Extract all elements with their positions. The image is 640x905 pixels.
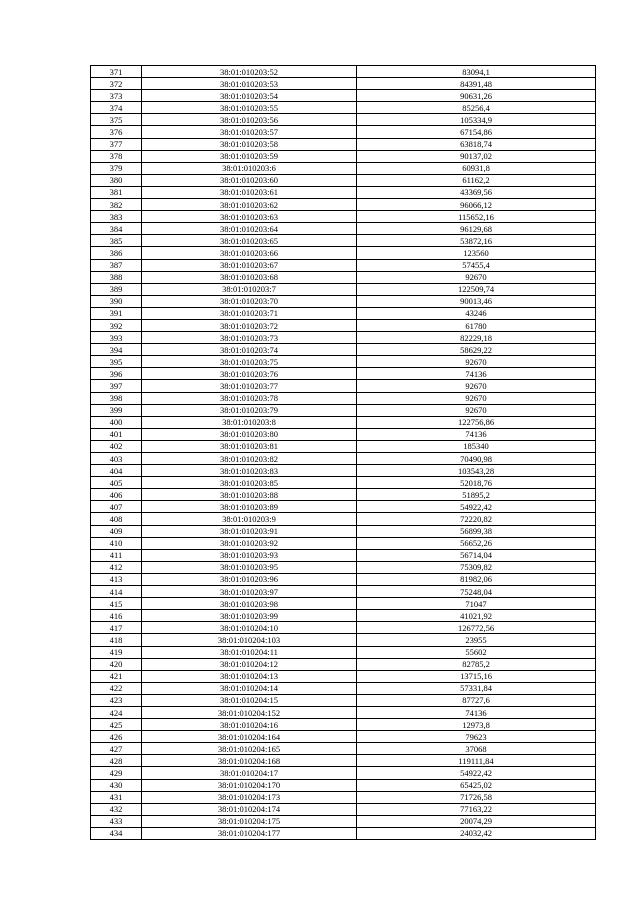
row-number-cell: 426 <box>91 731 142 743</box>
table-row <box>91 610 596 622</box>
value-cell: 90137,02 <box>357 150 596 162</box>
table-row <box>91 706 596 718</box>
value-cell: 87727,6 <box>357 694 596 706</box>
table-row <box>91 380 596 392</box>
cadastral-number-cell: 38:01:010203:67 <box>142 259 357 271</box>
cadastral-number-cell: 38:01:010203:77 <box>142 380 357 392</box>
cadastral-number-cell: 38:01:010204:14 <box>142 682 357 694</box>
table-row <box>91 247 596 259</box>
cadastral-number-cell: 38:01:010203:55 <box>142 102 357 114</box>
table-body <box>91 66 596 840</box>
value-cell: 92670 <box>357 271 596 283</box>
value-cell: 122509,74 <box>357 283 596 295</box>
row-number-cell: 424 <box>91 706 142 718</box>
row-number-cell: 383 <box>91 211 142 223</box>
table-row <box>91 223 596 235</box>
row-number-cell: 427 <box>91 743 142 755</box>
cadastral-number-cell: 38:01:010203:98 <box>142 598 357 610</box>
value-cell: 90013,46 <box>357 295 596 307</box>
value-cell: 52018,76 <box>357 477 596 489</box>
cadastral-number-cell: 38:01:010203:61 <box>142 186 357 198</box>
value-cell: 103543,28 <box>357 465 596 477</box>
row-number-cell: 372 <box>91 78 142 90</box>
row-number-cell: 412 <box>91 561 142 573</box>
value-cell: 67154,86 <box>357 126 596 138</box>
value-cell: 123560 <box>357 247 596 259</box>
cadastral-number-cell: 38:01:010203:88 <box>142 489 357 501</box>
table-row <box>91 126 596 138</box>
value-cell: 75248,04 <box>357 586 596 598</box>
cadastral-number-cell: 38:01:010204:174 <box>142 803 357 815</box>
cadastral-number-cell: 38:01:010203:56 <box>142 114 357 126</box>
value-cell: 74136 <box>357 706 596 718</box>
cadastral-number-cell: 38:01:010204:16 <box>142 719 357 731</box>
row-number-cell: 379 <box>91 162 142 174</box>
value-cell: 79623 <box>357 731 596 743</box>
cadastral-number-cell: 38:01:010204:168 <box>142 755 357 767</box>
table-row <box>91 622 596 634</box>
row-number-cell: 402 <box>91 440 142 452</box>
table-row <box>91 283 596 295</box>
value-cell: 84391,48 <box>357 78 596 90</box>
row-number-cell: 414 <box>91 586 142 598</box>
row-number-cell: 373 <box>91 90 142 102</box>
table-row <box>91 815 596 827</box>
table-row <box>91 489 596 501</box>
value-cell: 37068 <box>357 743 596 755</box>
table-row <box>91 295 596 307</box>
table-row <box>91 162 596 174</box>
cadastral-number-cell: 38:01:010203:66 <box>142 247 357 259</box>
row-number-cell: 409 <box>91 525 142 537</box>
value-cell: 105334,9 <box>357 114 596 126</box>
cadastral-number-cell: 38:01:010203:57 <box>142 126 357 138</box>
cadastral-number-cell: 38:01:010203:71 <box>142 307 357 319</box>
row-number-cell: 406 <box>91 489 142 501</box>
table-row <box>91 344 596 356</box>
value-cell: 61162,2 <box>357 174 596 186</box>
table-row <box>91 440 596 452</box>
row-number-cell: 415 <box>91 598 142 610</box>
table-row <box>91 416 596 428</box>
cadastral-number-cell: 38:01:010203:74 <box>142 344 357 356</box>
value-cell: 23955 <box>357 634 596 646</box>
value-cell: 119111,84 <box>357 755 596 767</box>
row-number-cell: 411 <box>91 549 142 561</box>
cadastral-number-cell: 38:01:010203:95 <box>142 561 357 573</box>
table-row <box>91 827 596 839</box>
row-number-cell: 419 <box>91 646 142 658</box>
row-number-cell: 375 <box>91 114 142 126</box>
row-number-cell: 380 <box>91 174 142 186</box>
cadastral-number-cell: 38:01:010203:52 <box>142 66 357 78</box>
table-row <box>91 694 596 706</box>
table-row <box>91 525 596 537</box>
value-cell: 82785,2 <box>357 658 596 670</box>
row-number-cell: 377 <box>91 138 142 150</box>
value-cell: 56652,26 <box>357 537 596 549</box>
value-cell: 185340 <box>357 440 596 452</box>
table-row <box>91 114 596 126</box>
table-row <box>91 573 596 585</box>
table-row <box>91 332 596 344</box>
row-number-cell: 382 <box>91 199 142 211</box>
row-number-cell: 389 <box>91 283 142 295</box>
value-cell: 61780 <box>357 319 596 331</box>
cadastral-number-cell: 38:01:010203:72 <box>142 319 357 331</box>
cadastral-number-cell: 38:01:010203:59 <box>142 150 357 162</box>
value-cell: 92670 <box>357 356 596 368</box>
value-cell: 75309,82 <box>357 561 596 573</box>
cadastral-number-cell: 38:01:010203:64 <box>142 223 357 235</box>
table-row <box>91 428 596 440</box>
table-row <box>91 186 596 198</box>
value-cell: 74136 <box>357 368 596 380</box>
value-cell: 54922,42 <box>357 501 596 513</box>
row-number-cell: 394 <box>91 344 142 356</box>
row-number-cell: 401 <box>91 428 142 440</box>
value-cell: 96129,68 <box>357 223 596 235</box>
row-number-cell: 403 <box>91 453 142 465</box>
cadastral-number-cell: 38:01:010203:85 <box>142 477 357 489</box>
cadastral-number-cell: 38:01:010204:10 <box>142 622 357 634</box>
cadastral-number-cell: 38:01:010204:152 <box>142 706 357 718</box>
value-cell: 57455,4 <box>357 259 596 271</box>
cadastral-number-cell: 38:01:010203:93 <box>142 549 357 561</box>
table-row <box>91 477 596 489</box>
value-cell: 43369,56 <box>357 186 596 198</box>
table-row <box>91 199 596 211</box>
table-row <box>91 755 596 767</box>
table-row <box>91 791 596 803</box>
cadastral-number-cell: 38:01:010204:164 <box>142 731 357 743</box>
table-row <box>91 453 596 465</box>
value-cell: 85256,4 <box>357 102 596 114</box>
cadastral-number-cell: 38:01:010203:7 <box>142 283 357 295</box>
table-row <box>91 235 596 247</box>
cadastral-number-cell: 38:01:010203:79 <box>142 404 357 416</box>
cadastral-number-cell: 38:01:010203:92 <box>142 537 357 549</box>
table-row <box>91 743 596 755</box>
cadastral-number-cell: 38:01:010203:73 <box>142 332 357 344</box>
table-row <box>91 319 596 331</box>
table-row <box>91 646 596 658</box>
value-cell: 122756,86 <box>357 416 596 428</box>
value-cell: 60931,8 <box>357 162 596 174</box>
cadastral-number-cell: 38:01:010203:99 <box>142 610 357 622</box>
value-cell: 126772,56 <box>357 622 596 634</box>
value-cell: 54922,42 <box>357 767 596 779</box>
row-number-cell: 410 <box>91 537 142 549</box>
value-cell: 55602 <box>357 646 596 658</box>
cadastral-number-cell: 38:01:010204:11 <box>142 646 357 658</box>
cadastral-number-cell: 38:01:010203:81 <box>142 440 357 452</box>
cadastral-number-cell: 38:01:010203:78 <box>142 392 357 404</box>
cadastral-number-cell: 38:01:010204:165 <box>142 743 357 755</box>
row-number-cell: 432 <box>91 803 142 815</box>
row-number-cell: 386 <box>91 247 142 259</box>
table-row <box>91 90 596 102</box>
cadastral-number-cell: 38:01:010203:60 <box>142 174 357 186</box>
value-cell: 57331,84 <box>357 682 596 694</box>
cadastral-number-cell: 38:01:010203:82 <box>142 453 357 465</box>
row-number-cell: 393 <box>91 332 142 344</box>
cadastral-number-cell: 38:01:010203:8 <box>142 416 357 428</box>
table-row <box>91 682 596 694</box>
cadastral-number-cell: 38:01:010204:103 <box>142 634 357 646</box>
value-cell: 92670 <box>357 392 596 404</box>
table-row <box>91 259 596 271</box>
cadastral-number-cell: 38:01:010203:54 <box>142 90 357 102</box>
table-row <box>91 586 596 598</box>
row-number-cell: 418 <box>91 634 142 646</box>
table-row <box>91 102 596 114</box>
value-cell: 53872,16 <box>357 235 596 247</box>
row-number-cell: 416 <box>91 610 142 622</box>
table-row <box>91 368 596 380</box>
value-cell: 20074,29 <box>357 815 596 827</box>
cadastral-number-cell: 38:01:010203:83 <box>142 465 357 477</box>
cadastral-number-cell: 38:01:010204:15 <box>142 694 357 706</box>
cadastral-number-cell: 38:01:010204:12 <box>142 658 357 670</box>
row-number-cell: 423 <box>91 694 142 706</box>
row-number-cell: 404 <box>91 465 142 477</box>
value-cell: 71726,58 <box>357 791 596 803</box>
value-cell: 43246 <box>357 307 596 319</box>
value-cell: 92670 <box>357 404 596 416</box>
table-row <box>91 549 596 561</box>
value-cell: 83094,1 <box>357 66 596 78</box>
value-cell: 115652,16 <box>357 211 596 223</box>
row-number-cell: 397 <box>91 380 142 392</box>
row-number-cell: 391 <box>91 307 142 319</box>
value-cell: 51895,2 <box>357 489 596 501</box>
row-number-cell: 399 <box>91 404 142 416</box>
table-row <box>91 501 596 513</box>
row-number-cell: 374 <box>91 102 142 114</box>
cadastral-number-cell: 38:01:010203:65 <box>142 235 357 247</box>
row-number-cell: 381 <box>91 186 142 198</box>
cadastral-number-cell: 38:01:010203:62 <box>142 199 357 211</box>
cadastral-number-cell: 38:01:010204:170 <box>142 779 357 791</box>
value-cell: 77163,22 <box>357 803 596 815</box>
cadastral-number-cell: 38:01:010203:9 <box>142 513 357 525</box>
value-cell: 56899,38 <box>357 525 596 537</box>
table-row <box>91 174 596 186</box>
cadastral-number-cell: 38:01:010203:91 <box>142 525 357 537</box>
table-row <box>91 404 596 416</box>
table-row <box>91 634 596 646</box>
cadastral-number-cell: 38:01:010204:13 <box>142 670 357 682</box>
cadastral-number-cell: 38:01:010203:97 <box>142 586 357 598</box>
cadastral-number-cell: 38:01:010203:53 <box>142 78 357 90</box>
cadastral-number-cell: 38:01:010203:75 <box>142 356 357 368</box>
row-number-cell: 392 <box>91 319 142 331</box>
row-number-cell: 431 <box>91 791 142 803</box>
cadastral-number-cell: 38:01:010203:76 <box>142 368 357 380</box>
table-row <box>91 271 596 283</box>
value-cell: 71047 <box>357 598 596 610</box>
table-row <box>91 66 596 78</box>
value-cell: 65425,02 <box>357 779 596 791</box>
cadastral-number-cell: 38:01:010204:177 <box>142 827 357 839</box>
cadastral-value-table <box>90 65 596 840</box>
row-number-cell: 434 <box>91 827 142 839</box>
row-number-cell: 420 <box>91 658 142 670</box>
table-row <box>91 803 596 815</box>
row-number-cell: 400 <box>91 416 142 428</box>
row-number-cell: 378 <box>91 150 142 162</box>
cadastral-number-cell: 38:01:010204:175 <box>142 815 357 827</box>
table-row <box>91 719 596 731</box>
table-row <box>91 392 596 404</box>
cadastral-number-cell: 38:01:010203:70 <box>142 295 357 307</box>
cadastral-number-cell: 38:01:010204:173 <box>142 791 357 803</box>
row-number-cell: 398 <box>91 392 142 404</box>
value-cell: 72220,82 <box>357 513 596 525</box>
row-number-cell: 429 <box>91 767 142 779</box>
row-number-cell: 387 <box>91 259 142 271</box>
table-row <box>91 767 596 779</box>
table-row <box>91 356 596 368</box>
cadastral-number-cell: 38:01:010204:17 <box>142 767 357 779</box>
value-cell: 96066,12 <box>357 199 596 211</box>
value-cell: 92670 <box>357 380 596 392</box>
row-number-cell: 395 <box>91 356 142 368</box>
row-number-cell: 422 <box>91 682 142 694</box>
cadastral-number-cell: 38:01:010203:6 <box>142 162 357 174</box>
table-row <box>91 465 596 477</box>
table-row <box>91 779 596 791</box>
value-cell: 81982,06 <box>357 573 596 585</box>
table-row <box>91 211 596 223</box>
cadastral-number-cell: 38:01:010203:89 <box>142 501 357 513</box>
cadastral-number-cell: 38:01:010203:63 <box>142 211 357 223</box>
value-cell: 63818,74 <box>357 138 596 150</box>
value-cell: 74136 <box>357 428 596 440</box>
value-cell: 41021,92 <box>357 610 596 622</box>
table-row <box>91 561 596 573</box>
row-number-cell: 433 <box>91 815 142 827</box>
value-cell: 13715,16 <box>357 670 596 682</box>
value-cell: 56714,04 <box>357 549 596 561</box>
cadastral-number-cell: 38:01:010203:68 <box>142 271 357 283</box>
table-row <box>91 537 596 549</box>
row-number-cell: 407 <box>91 501 142 513</box>
value-cell: 82229,18 <box>357 332 596 344</box>
table-row <box>91 78 596 90</box>
table-row <box>91 658 596 670</box>
row-number-cell: 413 <box>91 573 142 585</box>
value-cell: 58629,22 <box>357 344 596 356</box>
row-number-cell: 405 <box>91 477 142 489</box>
table-row <box>91 731 596 743</box>
row-number-cell: 396 <box>91 368 142 380</box>
table-row <box>91 670 596 682</box>
value-cell: 90631,26 <box>357 90 596 102</box>
row-number-cell: 421 <box>91 670 142 682</box>
value-cell: 12973,8 <box>357 719 596 731</box>
table-row <box>91 150 596 162</box>
row-number-cell: 417 <box>91 622 142 634</box>
row-number-cell: 384 <box>91 223 142 235</box>
value-cell: 70490,98 <box>357 453 596 465</box>
table-row <box>91 307 596 319</box>
table-row <box>91 138 596 150</box>
row-number-cell: 425 <box>91 719 142 731</box>
row-number-cell: 408 <box>91 513 142 525</box>
row-number-cell: 390 <box>91 295 142 307</box>
row-number-cell: 430 <box>91 779 142 791</box>
row-number-cell: 388 <box>91 271 142 283</box>
value-cell: 24032,42 <box>357 827 596 839</box>
row-number-cell: 385 <box>91 235 142 247</box>
table-row <box>91 513 596 525</box>
row-number-cell: 376 <box>91 126 142 138</box>
cadastral-number-cell: 38:01:010203:96 <box>142 573 357 585</box>
cadastral-number-cell: 38:01:010203:80 <box>142 428 357 440</box>
cadastral-number-cell: 38:01:010203:58 <box>142 138 357 150</box>
row-number-cell: 428 <box>91 755 142 767</box>
table-row <box>91 598 596 610</box>
row-number-cell: 371 <box>91 66 142 78</box>
